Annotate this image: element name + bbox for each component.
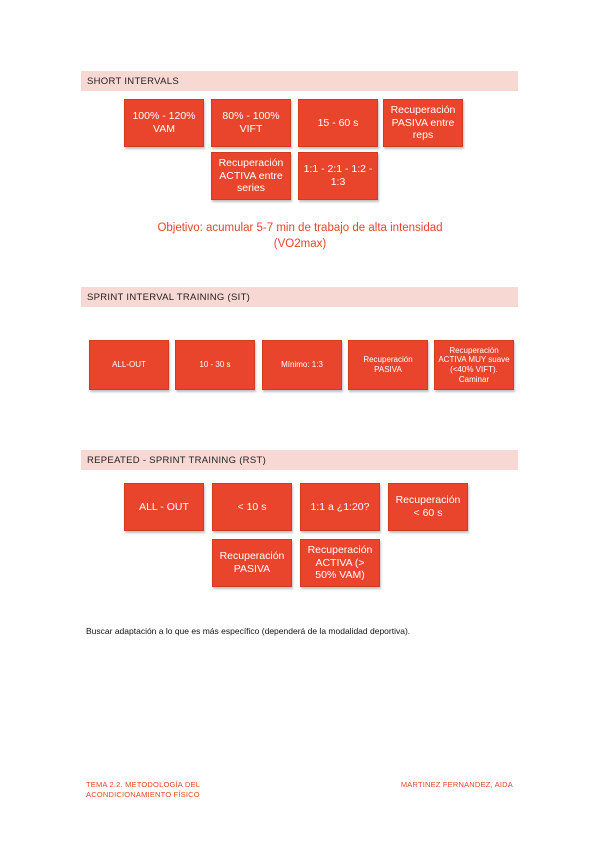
- objective-text: Objetivo: acumular 5-7 min de trabajo de alta intensidad (VO2max): [157, 222, 443, 250]
- box-active-recovery: [300, 539, 380, 587]
- box-label: Recuperación PASIVA: [363, 355, 413, 374]
- footer-course-title: [86, 780, 200, 800]
- box-label: ALL-OUT: [112, 360, 146, 370]
- box-duration: [212, 483, 292, 531]
- box-duration: [175, 340, 255, 390]
- box-label: Recuperación ACTIVA MUY suave (<40% VIFT). Caminar: [438, 345, 510, 384]
- section-header-short-intervals: [81, 71, 518, 91]
- section-header-sit: [81, 287, 518, 307]
- box-label: Recuperación < 60 s: [395, 494, 461, 519]
- box-active-recovery: [434, 340, 514, 390]
- box-ratio: [300, 483, 380, 531]
- footer-line: ACONDICIONAMIENTO FÍSICO: [86, 790, 200, 800]
- box-ratio: [298, 152, 378, 200]
- box-passive-recovery: [348, 340, 428, 390]
- box-intensity-vift: [211, 99, 291, 147]
- box-label: Recuperación PASIVA entre reps: [390, 104, 456, 142]
- section-title: SHORT INTERVALS: [87, 75, 179, 87]
- box-label: Recuperación PASIVA: [219, 550, 285, 575]
- section-title: SPRINT INTERVAL TRAINING (SIT): [87, 291, 251, 303]
- box-label: 80% - 100% VIFT: [222, 110, 280, 135]
- box-duration: [298, 99, 378, 147]
- box-label: Recuperación ACTIVA (> 50% VAM): [307, 544, 373, 582]
- note-text: Buscar adaptación a lo que es más específico (dependerá de la modalidad deportiva).: [86, 626, 411, 636]
- section-title: REPEATED - SPRINT TRAINING (RST): [87, 454, 267, 466]
- box-label: ALL - OUT: [139, 500, 189, 513]
- box-all-out: [124, 483, 204, 531]
- box-passive-recovery: [383, 99, 463, 147]
- box-ratio: [262, 340, 342, 390]
- section-header-rst: [81, 450, 518, 470]
- box-passive-recovery: [212, 539, 292, 587]
- footer-author: MARTINEZ FERNANDEZ, AIDA: [400, 780, 513, 789]
- box-label: Mínimo: 1:3: [281, 360, 323, 370]
- box-intensity-vam: [124, 99, 204, 147]
- box-active-recovery: [211, 152, 291, 200]
- box-label: 15 - 60 s: [317, 116, 359, 129]
- box-label: 1:1 - 2:1 - 1:2 - 1:3: [303, 163, 373, 188]
- box-label: 100% - 120% VAM: [132, 110, 196, 135]
- box-all-out: [89, 340, 169, 390]
- box-label: Recuperación ACTIVA entre series: [218, 157, 284, 195]
- box-label: 1:1 a ¿1:20?: [310, 500, 370, 513]
- box-label: < 10 s: [237, 500, 267, 513]
- box-recovery-time: [388, 483, 468, 531]
- box-label: 10 - 30 s: [199, 360, 231, 370]
- footer-line: TEMA 2.2. METODOLOGÍA DEL: [86, 780, 201, 789]
